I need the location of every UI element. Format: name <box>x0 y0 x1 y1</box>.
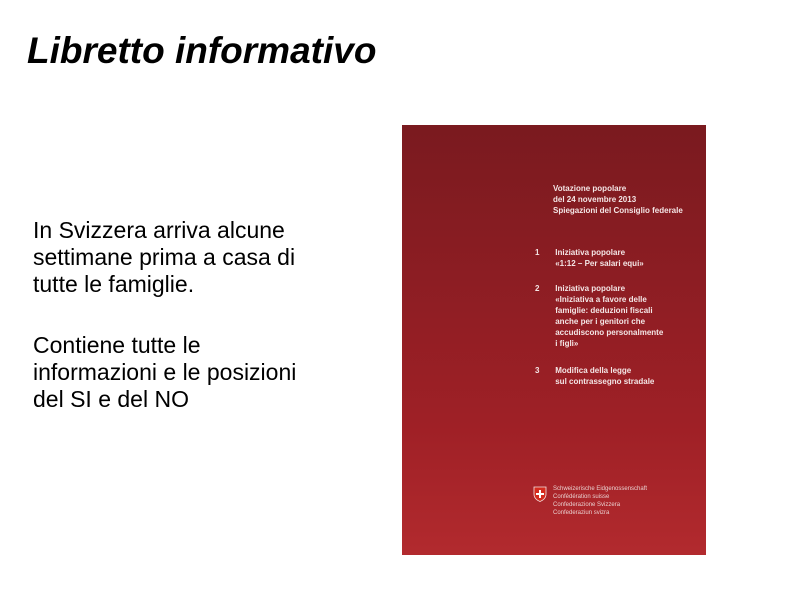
cover-item-number: 3 <box>535 366 540 375</box>
booklet-cover-image <box>402 125 706 555</box>
cover-footer <box>533 485 647 517</box>
cover-item-line: accudiscono personalmente <box>555 328 664 337</box>
cover-footer-line: Confédération suisse <box>553 494 610 500</box>
cover-item-text <box>555 283 663 349</box>
cover-header <box>553 183 683 216</box>
cover-header-line: del 24 novembre 2013 <box>553 195 637 204</box>
cover-footer-line: Confederazione Svizzera <box>553 502 621 508</box>
cover-item-line: «Iniziativa a favore delle <box>555 295 647 304</box>
cover-item-line: Modifica della legge <box>555 366 632 375</box>
cover-item-1 <box>535 247 644 269</box>
cover-item-line: sul contrassegno stradale <box>555 377 655 386</box>
cover-item-number: 2 <box>535 284 540 293</box>
cover-item-line: i figli» <box>555 339 579 348</box>
swiss-cross-icon <box>533 486 547 502</box>
cover-item-text <box>555 247 644 269</box>
cover-item-3 <box>535 365 654 387</box>
body-paragraph-1: In Svizzera arriva alcune settimane prima a casa di tutte le famiglie. <box>33 217 296 297</box>
cover-footer-line: Confederaziun svizra <box>553 510 610 516</box>
cover-footer-line: Schweizerische Eidgenossenschaft <box>553 486 648 492</box>
slide-body <box>33 217 323 447</box>
slide-title: Libretto informativo <box>27 30 377 71</box>
cover-item-number: 1 <box>535 248 540 257</box>
cover-item-line: «1:12 – Per salari equi» <box>555 259 644 268</box>
cover-header-line: Votazione popolare <box>553 184 627 193</box>
cover-header-line: Spiegazioni del Consiglio federale <box>553 206 683 215</box>
cover-item-2 <box>535 283 663 349</box>
cover-item-line: Iniziativa popolare <box>555 284 626 293</box>
cover-item-line: Iniziativa popolare <box>555 248 626 257</box>
cover-item-line: anche per i genitori che <box>555 317 646 326</box>
cover-item-text <box>555 365 654 387</box>
cover-footer-text <box>553 485 647 517</box>
cover-item-line: famiglie: deduzioni fiscali <box>555 306 653 315</box>
body-paragraph-2: Contiene tutte le informazioni e le posizioni del SI e del NO <box>33 332 297 412</box>
